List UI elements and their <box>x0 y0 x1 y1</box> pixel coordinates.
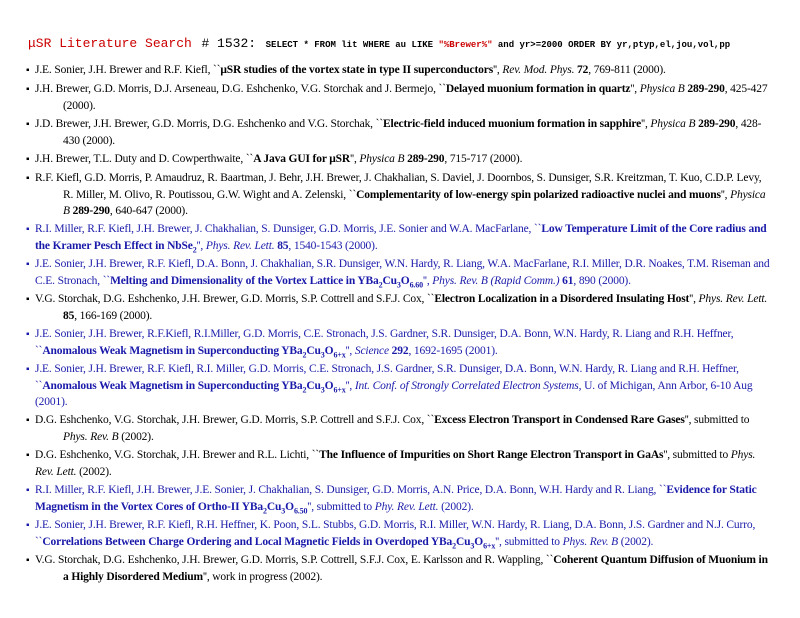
search-number: # 1532: <box>201 36 257 51</box>
reference-item: ▪ J.E. Sonier, J.H. Brewer, R.F. Kiefl, R.H. Heffner, K. Poon, S.L. Stubbs, G.D. Morris, R.I. Miller, W.N. Hardy, R. Liang, D.A. Bonn, J.S. Gardner and N.J. Curro, ``Correlations Between Charge Ordering and Local Magnetic Fields in Overdoped $YBa_2Cu_3O_{6+x}''$, submitted to Phys. Rev. B (2002). <box>26 519 756 551</box>
bullet-icon: ▪ <box>26 154 30 165</box>
bullet-icon: ▪ <box>26 485 30 496</box>
reference-item: ▪ V.G. Storchak, D.G. Eshchenko, J.H. Brewer, G.D. Morris, S.P. Cottrell and S.F.J. Cox, ``Electron Localization in a Disordered Insulating Host'', Phys. Rev. Lett. 85, 166-169 (2000). <box>26 293 768 322</box>
paper-title: Low Temperature Limit of the Core radius and the Kramer Pesch Effect in NbSe$_2$ <box>35 223 767 255</box>
paper-title: Delayed muonium formation in quartz <box>445 83 631 95</box>
reference-list <box>26 62 774 587</box>
bullet-icon: ▪ <box>26 329 30 340</box>
paper-title: Anomalous Weak Magnetism in Superconducting $YBa_2Cu_3O_{6+x}$ <box>42 380 346 395</box>
reference-item: ▪ J.D. Brewer, J.H. Brewer, G.D. Morris, D.G. Eshchenko and V.G. Storchak, ``Electric-field induced muonium formation in sapphire'', Physica B 289-290, 428-430 (2000). <box>26 118 762 147</box>
bullet-icon: ▪ <box>26 364 30 375</box>
paper-title: The Influence of Impurities on Short Range Electron Transport in GaAs <box>319 449 664 461</box>
reference-item: ▪ J.E. Sonier, J.H. Brewer, R.F. Kiefl, R.I. Miller, G.D. Morris, C.E. Stronach, J.S. Gardner, S.R. Dunsiger, D.A. Bonn, W.N. Hardy, R. Liang and R.H. Heffner, ``Anomalous Weak Magnetism in Superconducting $YBa_2Cu_3O_{6+x}''$, Int. Conf. of Strongly Correlated Electron Systems, U. of Michigan, Ann Arbor, 6-10 Aug (2001). <box>26 363 753 408</box>
paper-title: Melting and Dimensionality of the Vortex Lattice in $YBa_2Cu_3O_{6.60}$ <box>110 275 423 290</box>
bullet-icon: ▪ <box>26 84 30 95</box>
bullet-icon: ▪ <box>26 555 30 566</box>
reference-item: ▪ R.F. Kiefl, G.D. Morris, P. Amaudruz, R. Baartman, J. Behr, J.H. Brewer, J. Chakhalian, S. Daviel, J. Doornbos, S. Dunsiger, S.R. Kreitzman, T. Kuo, C.D.P. Levy, R. Miller, M. Olivo, R. Poutissou, G.W. Wight and A. Zelenski, ``Complementarity of low-energy spin polarized radioactive nuclei and muons'', Physica B 289-290, 640-647 (2000). <box>26 172 766 217</box>
reference-item: ▪ J.E. Sonier, J.H. Brewer, R.F.Kiefl, R.I.Miller, G.D. Morris, C.E. Stronach, J.S. Gardner, S.R. Dunsiger, D.A. Bonn, W.N. Hardy, R. Liang and R.H. Heffner, ``Anomalous Weak Magnetism in Superconducting $YBa_2Cu_3O_{6+x}''$, Science 292, 1692-1695 (2001). <box>26 328 734 360</box>
bullet-icon: ▪ <box>26 259 30 270</box>
reference-item: ▪ J.E. Sonier, J.H. Brewer, R.F. Kiefl, D.A. Bonn, J. Chakhalian, S.R. Dunsiger, W.N. Hardy, R. Liang, W.A. MacFarlane, R.I. Miller, D.R. Noakes, T.M. Riseman and C.E. Stronach, ``Melting and Dimensionality of the Vortex Lattice in $YBa_2Cu_3O_{6.60}''$, Phys. Rev. B (Rapid Comm.) 61, 890 (2000). <box>26 258 770 290</box>
bullet-icon: ▪ <box>26 65 30 76</box>
paper-title: Anomalous Weak Magnetism in Superconducting $YBa_2Cu_3O_{6+x}$ <box>42 345 346 360</box>
paper-title: Evidence for Static Magnetism in the Vortex Cores of Ortho-II $YBa_2Cu_3O_{6.50}$ <box>35 484 757 516</box>
reference-item: ▪ V.G. Storchak, D.G. Eshchenko, J.H. Brewer, G.D. Morris, S.P. Cottrell, S.F.J. Cox, E. Karlsson and R. Wappling, ``Coherent Quantum Diffusion of Muonium in a Highly Disordered Medium'', work in progress (2002). <box>26 554 768 583</box>
bullet-icon: ▪ <box>26 173 30 184</box>
sql-query: SELECT * FROM lit WHERE au LIKE "%Brewer%" and yr>=2000 ORDER BY yr,ptyp,el,jou,vol,pp <box>265 40 731 50</box>
paper-title: Electric-field induced muonium formation in sapphire <box>383 118 642 130</box>
bullet-icon: ▪ <box>26 520 30 531</box>
paper-title: μSR studies of the vortex state in type II superconductors <box>220 64 494 76</box>
paper-title: A Java GUI for μSR <box>253 153 351 165</box>
paper-title: Complementarity of low-energy spin polarized radioactive nuclei and muons <box>356 189 721 201</box>
bullet-icon: ▪ <box>26 294 30 305</box>
search-title: μSR Literature Search <box>28 36 192 51</box>
paper-title: Electron Localization in a Disordered Insulating Host <box>434 293 690 305</box>
bullet-icon: ▪ <box>26 119 30 130</box>
search-header <box>28 34 730 52</box>
bullet-icon: ▪ <box>26 450 30 461</box>
reference-item: ▪ J.E. Sonier, J.H. Brewer and R.F. Kiefl, ``μSR studies of the vortex state in type II superconductors'', Rev. Mod. Phys. 72, 769-811 (2000). <box>26 62 774 79</box>
reference-item: ▪ D.G. Eshchenko, V.G. Storchak, J.H. Brewer, G.D. Morris, S.P. Cottrell and S.F.J. Cox, ``Excess Electron Transport in Condensed Rare Gases'', submitted to Phys. Rev. B (2002). <box>26 414 750 443</box>
reference-item: ▪ R.I. Miller, R.F. Kiefl, J.H. Brewer, J.E. Sonier, J. Chakhalian, S. Dunsiger, G.D. Morris, A.N. Price, D.A. Bonn, W.H. Hardy and R. Liang, ``Evidence for Static Magnetism in the Vortex Cores of Ortho-II $YBa_2Cu_3O_{6.50}''$, submitted to Phy. Rev. Lett. (2002). <box>26 484 757 516</box>
bullet-icon: ▪ <box>26 224 30 235</box>
paper-title: Correlations Between Charge Ordering and Local Magnetic Fields in Overdoped $YBa_2Cu_3O_{6+x}$ <box>42 536 496 551</box>
paper-title: Excess Electron Transport in Condensed Rare Gases <box>434 414 685 426</box>
reference-item: ▪ J.H. Brewer, T.L. Duty and D. Cowperthwaite, ``A Java GUI for μSR'', Physica B 289-290, 715-717 (2000). <box>26 151 774 168</box>
reference-item: ▪ R.I. Miller, R.F. Kiefl, J.H. Brewer, J. Chakhalian, S. Dunsiger, G.D. Morris, J.E. Sonier and W.A. MacFarlane, ``Low Temperature Limit of the Core radius and the Kramer Pesch Effect in NbSe$_2$'', Phys. Rev. Lett. 85, 1540-1543 (2000). <box>26 223 767 255</box>
bullet-icon: ▪ <box>26 415 30 426</box>
reference-item: ▪ J.H. Brewer, G.D. Morris, D.J. Arseneau, D.G. Eshchenko, V.G. Storchak and J. Bermejo, ``Delayed muonium formation in quartz'', Physica B 289-290, 425-427 (2000). <box>26 83 768 112</box>
paper-title: Coherent Quantum Diffusion of Muonium in a Highly Disordered Medium <box>63 554 768 583</box>
reference-item: ▪ D.G. Eshchenko, V.G. Storchak, J.H. Brewer and R.L. Lichti, ``The Influence of Impurities on Short Range Electron Transport in GaAs'', submitted to Phys. Rev. Lett. (2002). <box>26 449 756 478</box>
